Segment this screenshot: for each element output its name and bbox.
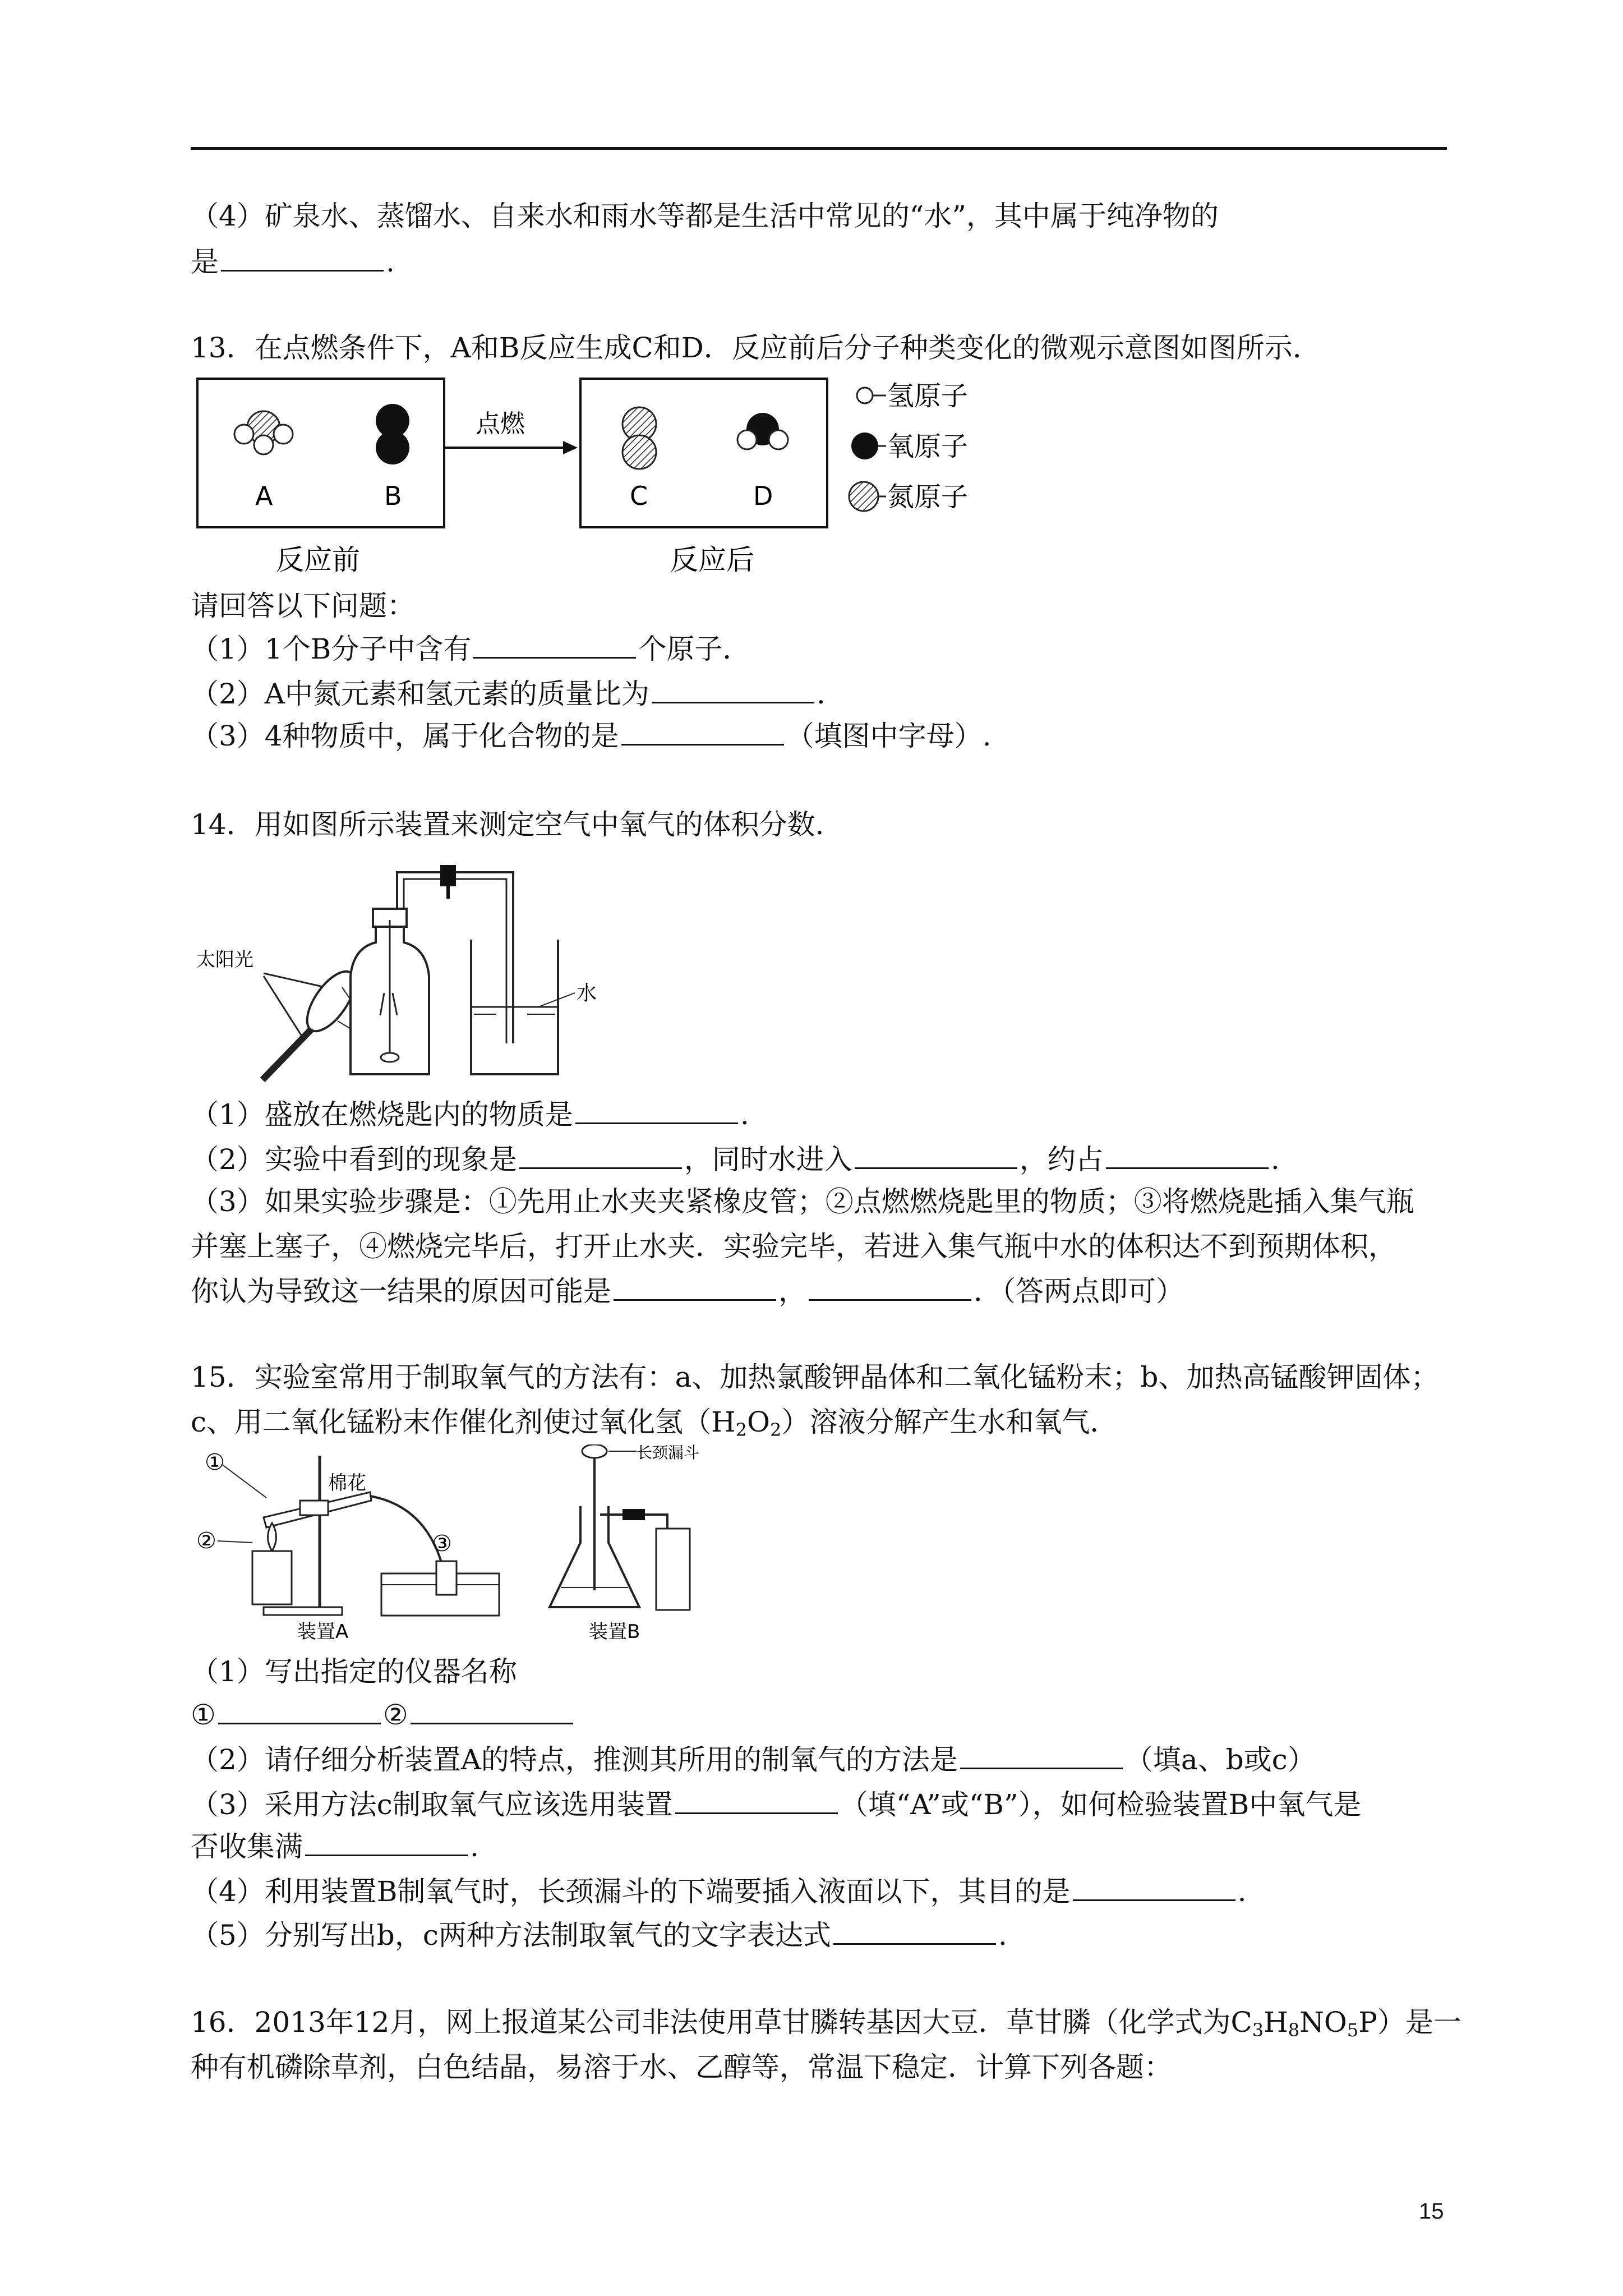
- page-number: 15: [1419, 2199, 1444, 2224]
- text-fragment: H: [1264, 2006, 1288, 2039]
- oxygen-atom: [376, 431, 409, 464]
- q14-part3-line3: [191, 1273, 1184, 1308]
- q14-part2: [191, 1142, 1280, 1176]
- answer-blank[interactable]: [411, 1697, 573, 1724]
- q13-stem: 13．在点燃条件下，A和B反应生成C和D．反应前后分子种类变化的微观示意图如图所示．: [191, 332, 1321, 364]
- q15-stem-line1: 15．实验室常用于制取氧气的方法有：a、加热氯酸钾晶体和二氧化锰粉末；b、加热高锰酸钾固体；: [191, 1361, 1439, 1393]
- label-D: D: [753, 481, 773, 511]
- q15-part1: （1）写出指定的仪器名称: [191, 1655, 517, 1688]
- text-fragment: ，: [778, 1275, 806, 1308]
- caption-B: 装置B: [589, 1621, 640, 1643]
- text-fragment: 16．2013年12月，网上报道某公司非法使用草甘膦转基因大豆．草甘膦（化学式为C: [191, 2006, 1252, 2039]
- label-num2: ②: [196, 1528, 216, 1554]
- funnel-top: [582, 1444, 607, 1458]
- q15-part1-blanks: [191, 1697, 575, 1732]
- q14-stem: 14．用如图所示装置来测定空气中氧气的体积分数．: [191, 808, 843, 841]
- text-fragment: （3）采用方法c制取氧气应该选用装置: [191, 1788, 673, 1821]
- answer-blank[interactable]: [1073, 1874, 1235, 1901]
- text-fragment: ．（答两点即可）: [974, 1275, 1184, 1308]
- arrow-head: [563, 441, 578, 454]
- text-fragment: （4）利用装置B制氧气时，长颈漏斗的下端要插入液面以下，其目的是: [191, 1875, 1071, 1908]
- text-fragment: （2）实验中看到的现象是: [191, 1143, 517, 1176]
- q13-part1: [191, 631, 750, 666]
- q15-apparatus-diagram: [191, 1444, 796, 1646]
- q14-apparatus-diagram: [191, 858, 651, 1083]
- text-fragment: 你认为导致这一结果的原因可能是: [191, 1275, 611, 1308]
- text-fragment: ）溶液分解产生水和氧气．: [781, 1406, 1118, 1438]
- caption-after: 反应后: [670, 544, 754, 576]
- text-fragment: .: [1270, 1143, 1280, 1176]
- text-fragment: （1）1个B分子中含有: [191, 633, 472, 665]
- subscript: 2: [735, 1419, 747, 1441]
- clamp: [440, 865, 456, 886]
- nitrogen-atom: [623, 435, 656, 469]
- legend-oxygen: 氧原子: [887, 431, 969, 462]
- q13-part2: [191, 676, 826, 711]
- answer-blank[interactable]: [675, 1787, 838, 1814]
- subscript: 5: [1347, 2019, 1359, 2041]
- text-fragment: P: [1358, 2006, 1377, 2039]
- label-B: B: [384, 481, 402, 511]
- subscript: 8: [1288, 2019, 1300, 2041]
- alcohol-lamp: [252, 1551, 292, 1604]
- q14-part1: [191, 1097, 749, 1131]
- rubber-tube: [623, 1509, 645, 1520]
- text-fragment: （填“A”或“B”），如何检验装置B中氧气是: [840, 1788, 1362, 1821]
- text-fragment: .: [1237, 1875, 1247, 1908]
- q14-part3-line2: 并塞上塞子，④燃烧完毕后，打开止水夹．实验完毕，若进入集气瓶中水的体积达不到预期体积，: [191, 1230, 1396, 1263]
- water-pointer: [538, 993, 575, 1007]
- clamp: [300, 1501, 328, 1515]
- q16-line2: 种有机磷除草剂，白色结晶，易溶于水、乙醇等，常温下稳定．计算下列各题：: [191, 2051, 1172, 2083]
- legend-hydrogen-icon: [857, 388, 873, 403]
- funnel-label: 长颈漏斗: [637, 1444, 700, 1462]
- answer-blank[interactable]: [1106, 1142, 1269, 1169]
- text-fragment: 是: [191, 246, 219, 278]
- collection-bottle: [436, 1561, 457, 1595]
- text-fragment: （5）分别写出b，c两种方法制取氧气的文字表达式: [191, 1919, 831, 1952]
- label-num1: ①: [205, 1450, 225, 1475]
- lamp-flame: [268, 1523, 276, 1551]
- hydrogen-atom: [254, 435, 273, 454]
- q13-part3: [191, 718, 992, 753]
- answer-blank[interactable]: [305, 1829, 468, 1856]
- text-fragment: NO: [1299, 2006, 1347, 2039]
- q14-part3-line1: （3）如果实验步骤是：①先用止水夹夹紧橡皮管；②点燃燃烧匙里的物质；③将燃烧匙插入集气瓶: [191, 1185, 1414, 1218]
- text-fragment: O: [746, 1406, 770, 1438]
- text-fragment: 否收集满: [191, 1830, 303, 1863]
- subscript: 2: [769, 1419, 782, 1441]
- q15-part3: [191, 1787, 1361, 1821]
- q12-part4-line2: [191, 244, 395, 279]
- text-fragment: （1）盛放在燃烧匙内的物质是: [191, 1098, 573, 1131]
- after-box: [580, 379, 827, 527]
- answer-blank[interactable]: [221, 244, 384, 272]
- text-fragment: （3）4种物质中，属于化合物的是: [191, 720, 619, 752]
- text-fragment: （填图中字母）.: [786, 720, 992, 752]
- legend-nitrogen: 氮原子: [887, 481, 969, 513]
- text-fragment: ，约占: [1019, 1143, 1104, 1176]
- q13-molecule-diagram: [191, 376, 1043, 583]
- answer-blank[interactable]: [652, 676, 814, 703]
- sun-ray: [264, 976, 303, 1038]
- q15-part2: [191, 1742, 1316, 1777]
- answer-blank[interactable]: [621, 718, 784, 746]
- arrow-label: 点燃: [476, 409, 525, 438]
- legend-oxygen-icon: [851, 432, 878, 459]
- text-fragment: ，同时水进入: [684, 1143, 852, 1176]
- magnifier-handle: [262, 1029, 311, 1080]
- water-label: 水: [577, 982, 597, 1005]
- q15-part4: [191, 1874, 1246, 1908]
- caption-A: 装置A: [297, 1621, 349, 1643]
- text-fragment: ）是一: [1377, 2006, 1461, 2039]
- answer-blank[interactable]: [519, 1142, 682, 1169]
- q12-part4-line1: （4）矿泉水、蒸馏水、自来水和雨水等都是生活中常见的“水”，其中属于纯净物的: [191, 200, 1219, 232]
- answer-blank[interactable]: [855, 1142, 1017, 1169]
- stand-base: [264, 1607, 342, 1615]
- q15-stem-line2: [191, 1405, 1118, 1447]
- label-num3: ③: [432, 1531, 452, 1557]
- text-fragment: （2）请仔细分析装置A的特点，推测其所用的制氧气的方法是: [191, 1743, 958, 1776]
- answer-blank[interactable]: [473, 631, 636, 659]
- text-fragment: .: [740, 1098, 749, 1131]
- sunlight-label: 太阳光: [196, 949, 253, 971]
- label-C: C: [630, 481, 648, 511]
- gas-collection-bottle: [656, 1529, 690, 1610]
- label-A: A: [255, 481, 273, 511]
- text-fragment: c、用二氧化锰粉末作催化剂使过氧化氢（H: [191, 1406, 736, 1438]
- sun-ray: [264, 973, 325, 987]
- text-fragment: ②: [382, 1699, 408, 1731]
- q15-part3-line2: [191, 1829, 479, 1864]
- text-fragment: .: [386, 246, 395, 278]
- text-fragment: .: [816, 678, 826, 710]
- caption-before: 反应前: [276, 544, 360, 576]
- text-fragment: （填a、b或c）: [1124, 1743, 1316, 1776]
- spoon-bowl: [381, 1053, 399, 1062]
- legend-nitrogen-icon: [849, 482, 878, 511]
- text-fragment: .: [470, 1830, 479, 1863]
- legend-hydrogen: 氢原子: [887, 380, 969, 412]
- hydrogen-atom: [274, 425, 293, 444]
- text-fragment: 个原子．: [638, 633, 751, 665]
- q15-part5: [191, 1917, 1007, 1952]
- text-fragment: （2）A中氮元素和氢元素的质量比为: [191, 678, 649, 710]
- q16-line1: [191, 2005, 1461, 2047]
- q13-prompt: 请回答以下问题：: [191, 590, 415, 622]
- answer-blank[interactable]: [575, 1097, 738, 1124]
- header-rule: [191, 147, 1447, 150]
- cotton-label: 棉花: [328, 1472, 366, 1494]
- subscript: 3: [1252, 2019, 1264, 2041]
- answer-blank[interactable]: [218, 1697, 381, 1724]
- hydrogen-atom: [769, 430, 788, 449]
- text-fragment: ①: [191, 1699, 216, 1731]
- answer-blank[interactable]: [614, 1273, 776, 1301]
- hydrogen-atom: [737, 430, 757, 449]
- text-fragment: .: [998, 1919, 1007, 1952]
- answer-blank[interactable]: [960, 1742, 1123, 1769]
- hydrogen-atom: [234, 425, 253, 444]
- answer-blank[interactable]: [809, 1273, 971, 1301]
- answer-blank[interactable]: [833, 1917, 996, 1945]
